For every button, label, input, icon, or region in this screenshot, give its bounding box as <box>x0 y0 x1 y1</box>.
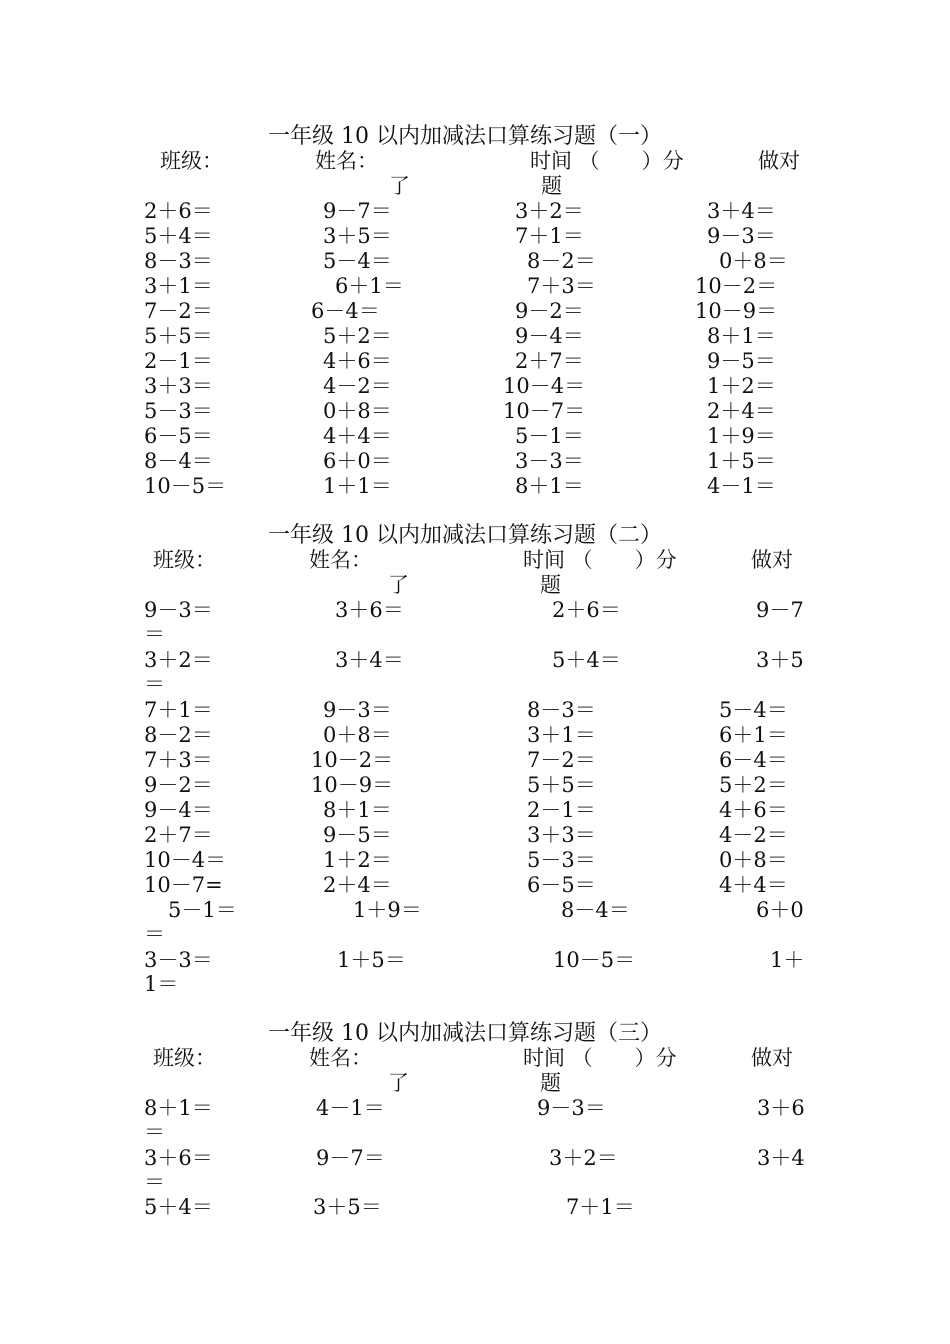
problem: 9－3＝ <box>707 224 776 248</box>
problem: 8＋1＝ <box>707 324 776 348</box>
problem: 3－3＝ <box>144 948 213 972</box>
problem: 5＋5＝ <box>527 773 596 797</box>
problem: 8－4＝ <box>144 449 213 473</box>
problem: 9－4＝ <box>144 798 213 822</box>
name-label: 姓名： <box>315 149 378 173</box>
worksheet-title: 一年级 10 以内加减法口算练习题（一） <box>268 124 662 149</box>
problem: 2＋7＝ <box>515 349 584 373</box>
problem: 6＋0＝ <box>323 449 392 473</box>
problem: 5－1＝ <box>168 898 237 922</box>
problem: 1＋9＝ <box>353 898 422 922</box>
class-label: 班级： <box>153 548 216 572</box>
problem: 5－3＝ <box>527 848 596 872</box>
correct-label-part3: 题 <box>540 573 561 597</box>
problem: 5＋2＝ <box>719 773 788 797</box>
worksheet-title: 一年级 10 以内加减法口算练习题（二） <box>268 523 662 548</box>
problem: 8＋1＝ <box>323 798 392 822</box>
problem: 9－3＝ <box>144 598 213 622</box>
problem: 3＋6＝ <box>335 598 404 622</box>
correct-label: 做对 <box>751 548 793 572</box>
problem: 0＋8＝ <box>323 723 392 747</box>
problem: 4－2＝ <box>323 374 392 398</box>
problem: 1＋9＝ <box>707 424 776 448</box>
problem: 9－7＝ <box>323 199 392 223</box>
problem: 9－4＝ <box>515 324 584 348</box>
problem: 10－7＝ <box>503 399 586 423</box>
problem: 8－3＝ <box>144 249 213 273</box>
problem: 7＋3＝ <box>527 274 596 298</box>
problem: 2＋6＝ <box>144 199 213 223</box>
problem: 3＋5＝ <box>323 224 392 248</box>
problem: 3＋3＝ <box>144 374 213 398</box>
problem: 1＋ <box>770 948 805 972</box>
problem: 2＋7＝ <box>144 823 213 847</box>
problem: 7＋3＝ <box>144 748 213 772</box>
problem: 4＋6＝ <box>323 349 392 373</box>
problem: 6＋0 <box>756 898 804 922</box>
correct-label-part2: 了 <box>389 174 410 198</box>
problem: 6－5＝ <box>527 873 596 897</box>
problem: 10－2＝ <box>311 748 394 772</box>
problem: 2＋6＝ <box>552 598 621 622</box>
problem: 4＋4＝ <box>323 424 392 448</box>
problem: 2＋4＝ <box>707 399 776 423</box>
time-label: 时间 （ ）分 <box>523 1046 677 1070</box>
problem: 3＋2＝ <box>144 648 213 672</box>
problem: 6＋1＝ <box>335 274 404 298</box>
correct-label-part2: 了 <box>388 573 409 597</box>
problem: 8＋1＝ <box>144 1096 213 1120</box>
problem: 4－1＝ <box>707 474 776 498</box>
problem: 9－5＝ <box>707 349 776 373</box>
problem: 1＋2＝ <box>323 848 392 872</box>
problem: 7－2＝ <box>527 748 596 772</box>
problem: 2－1＝ <box>527 798 596 822</box>
problem: 3＋5 <box>756 648 804 672</box>
problem: 3＋1＝ <box>527 723 596 747</box>
time-label: 时间 （ ）分 <box>523 548 677 572</box>
problem: 5－3＝ <box>144 399 213 423</box>
problem: 10－9＝ <box>311 773 394 797</box>
problem: 5－4＝ <box>323 249 392 273</box>
problem: 6－4＝ <box>719 748 788 772</box>
problem: 3＋2＝ <box>549 1146 618 1170</box>
problem: 1＋5＝ <box>337 948 406 972</box>
problem: 0＋8＝ <box>323 399 392 423</box>
correct-label-part3: 题 <box>540 1071 561 1095</box>
problem: 9－2＝ <box>515 299 584 323</box>
problem: 2＋4＝ <box>323 873 392 897</box>
problem: 1＋1＝ <box>323 474 392 498</box>
problem: 10－5＝ <box>553 948 636 972</box>
correct-label: 做对 <box>751 1046 793 1070</box>
problem: 9－2＝ <box>144 773 213 797</box>
problem: 6－5＝ <box>144 424 213 448</box>
problem-wrap: ＝ <box>144 672 165 696</box>
correct-label-part2: 了 <box>388 1071 409 1095</box>
problem-wrap: ＝ <box>144 922 165 946</box>
problem: 10－2＝ <box>695 274 778 298</box>
problem: 3＋4＝ <box>335 648 404 672</box>
problem: 3＋2＝ <box>515 199 584 223</box>
problem: 10－5＝ <box>144 474 227 498</box>
problem: 5＋4＝ <box>552 648 621 672</box>
problem: 8－2＝ <box>144 723 213 747</box>
problem: 5－4＝ <box>719 698 788 722</box>
problem: 4＋4＝ <box>719 873 788 897</box>
problem: 8－2＝ <box>527 249 596 273</box>
problem: 10－4＝ <box>144 848 227 872</box>
problem: 3＋3＝ <box>527 823 596 847</box>
problem-wrap: 1＝ <box>144 972 179 996</box>
problem: 9－3＝ <box>537 1096 606 1120</box>
problem: 6＋1＝ <box>719 723 788 747</box>
correct-label-part3: 题 <box>541 174 562 198</box>
correct-label: 做对 <box>758 149 800 173</box>
problem: 8－3＝ <box>527 698 596 722</box>
problem: 6－4＝ <box>311 299 380 323</box>
problem: 7－2＝ <box>144 299 213 323</box>
problem: 4－2＝ <box>719 823 788 847</box>
problem-wrap: ＝ <box>144 622 165 646</box>
problem: 7＋1＝ <box>144 698 213 722</box>
problem: 4－1＝ <box>316 1096 385 1120</box>
problem: 5－1＝ <box>515 424 584 448</box>
problem: 5＋4＝ <box>144 1195 213 1219</box>
problem: 4＋6＝ <box>719 798 788 822</box>
problem: 0＋8＝ <box>719 249 788 273</box>
problem-wrap: ＝ <box>144 1170 165 1194</box>
problem: 10－7= <box>144 873 223 897</box>
problem: 0＋8＝ <box>719 848 788 872</box>
problem: 9－7＝ <box>316 1146 385 1170</box>
class-label: 班级： <box>153 1046 216 1070</box>
problem: 3＋1＝ <box>144 274 213 298</box>
problem: 5＋4＝ <box>144 224 213 248</box>
name-label: 姓名： <box>309 1046 372 1070</box>
problem: 3＋6 <box>757 1096 805 1120</box>
problem: 1＋2＝ <box>707 374 776 398</box>
problem: 8＋1＝ <box>515 474 584 498</box>
problem: 10－9＝ <box>695 299 778 323</box>
problem: 1＋5＝ <box>707 449 776 473</box>
problem: 3＋6＝ <box>144 1146 213 1170</box>
time-label: 时间 （ ）分 <box>530 149 684 173</box>
name-label: 姓名： <box>309 548 372 572</box>
problem: 9－5＝ <box>323 823 392 847</box>
problem: 3＋4＝ <box>707 199 776 223</box>
worksheet-title: 一年级 10 以内加减法口算练习题（三） <box>268 1021 662 1046</box>
problem: 5＋5＝ <box>144 324 213 348</box>
problem: 3＋4 <box>757 1146 805 1170</box>
problem: 3－3＝ <box>515 449 584 473</box>
problem: 9－7 <box>756 598 804 622</box>
problem: 5＋2＝ <box>323 324 392 348</box>
problem: 2－1＝ <box>144 349 213 373</box>
class-label: 班级： <box>160 149 223 173</box>
problem: 10－4＝ <box>503 374 586 398</box>
problem-wrap: ＝ <box>144 1120 165 1144</box>
problem: 7＋1＝ <box>566 1195 635 1219</box>
problem: 9－3＝ <box>323 698 392 722</box>
problem: 8－4＝ <box>561 898 630 922</box>
problem: 7＋1＝ <box>515 224 584 248</box>
problem: 3＋5＝ <box>313 1195 382 1219</box>
